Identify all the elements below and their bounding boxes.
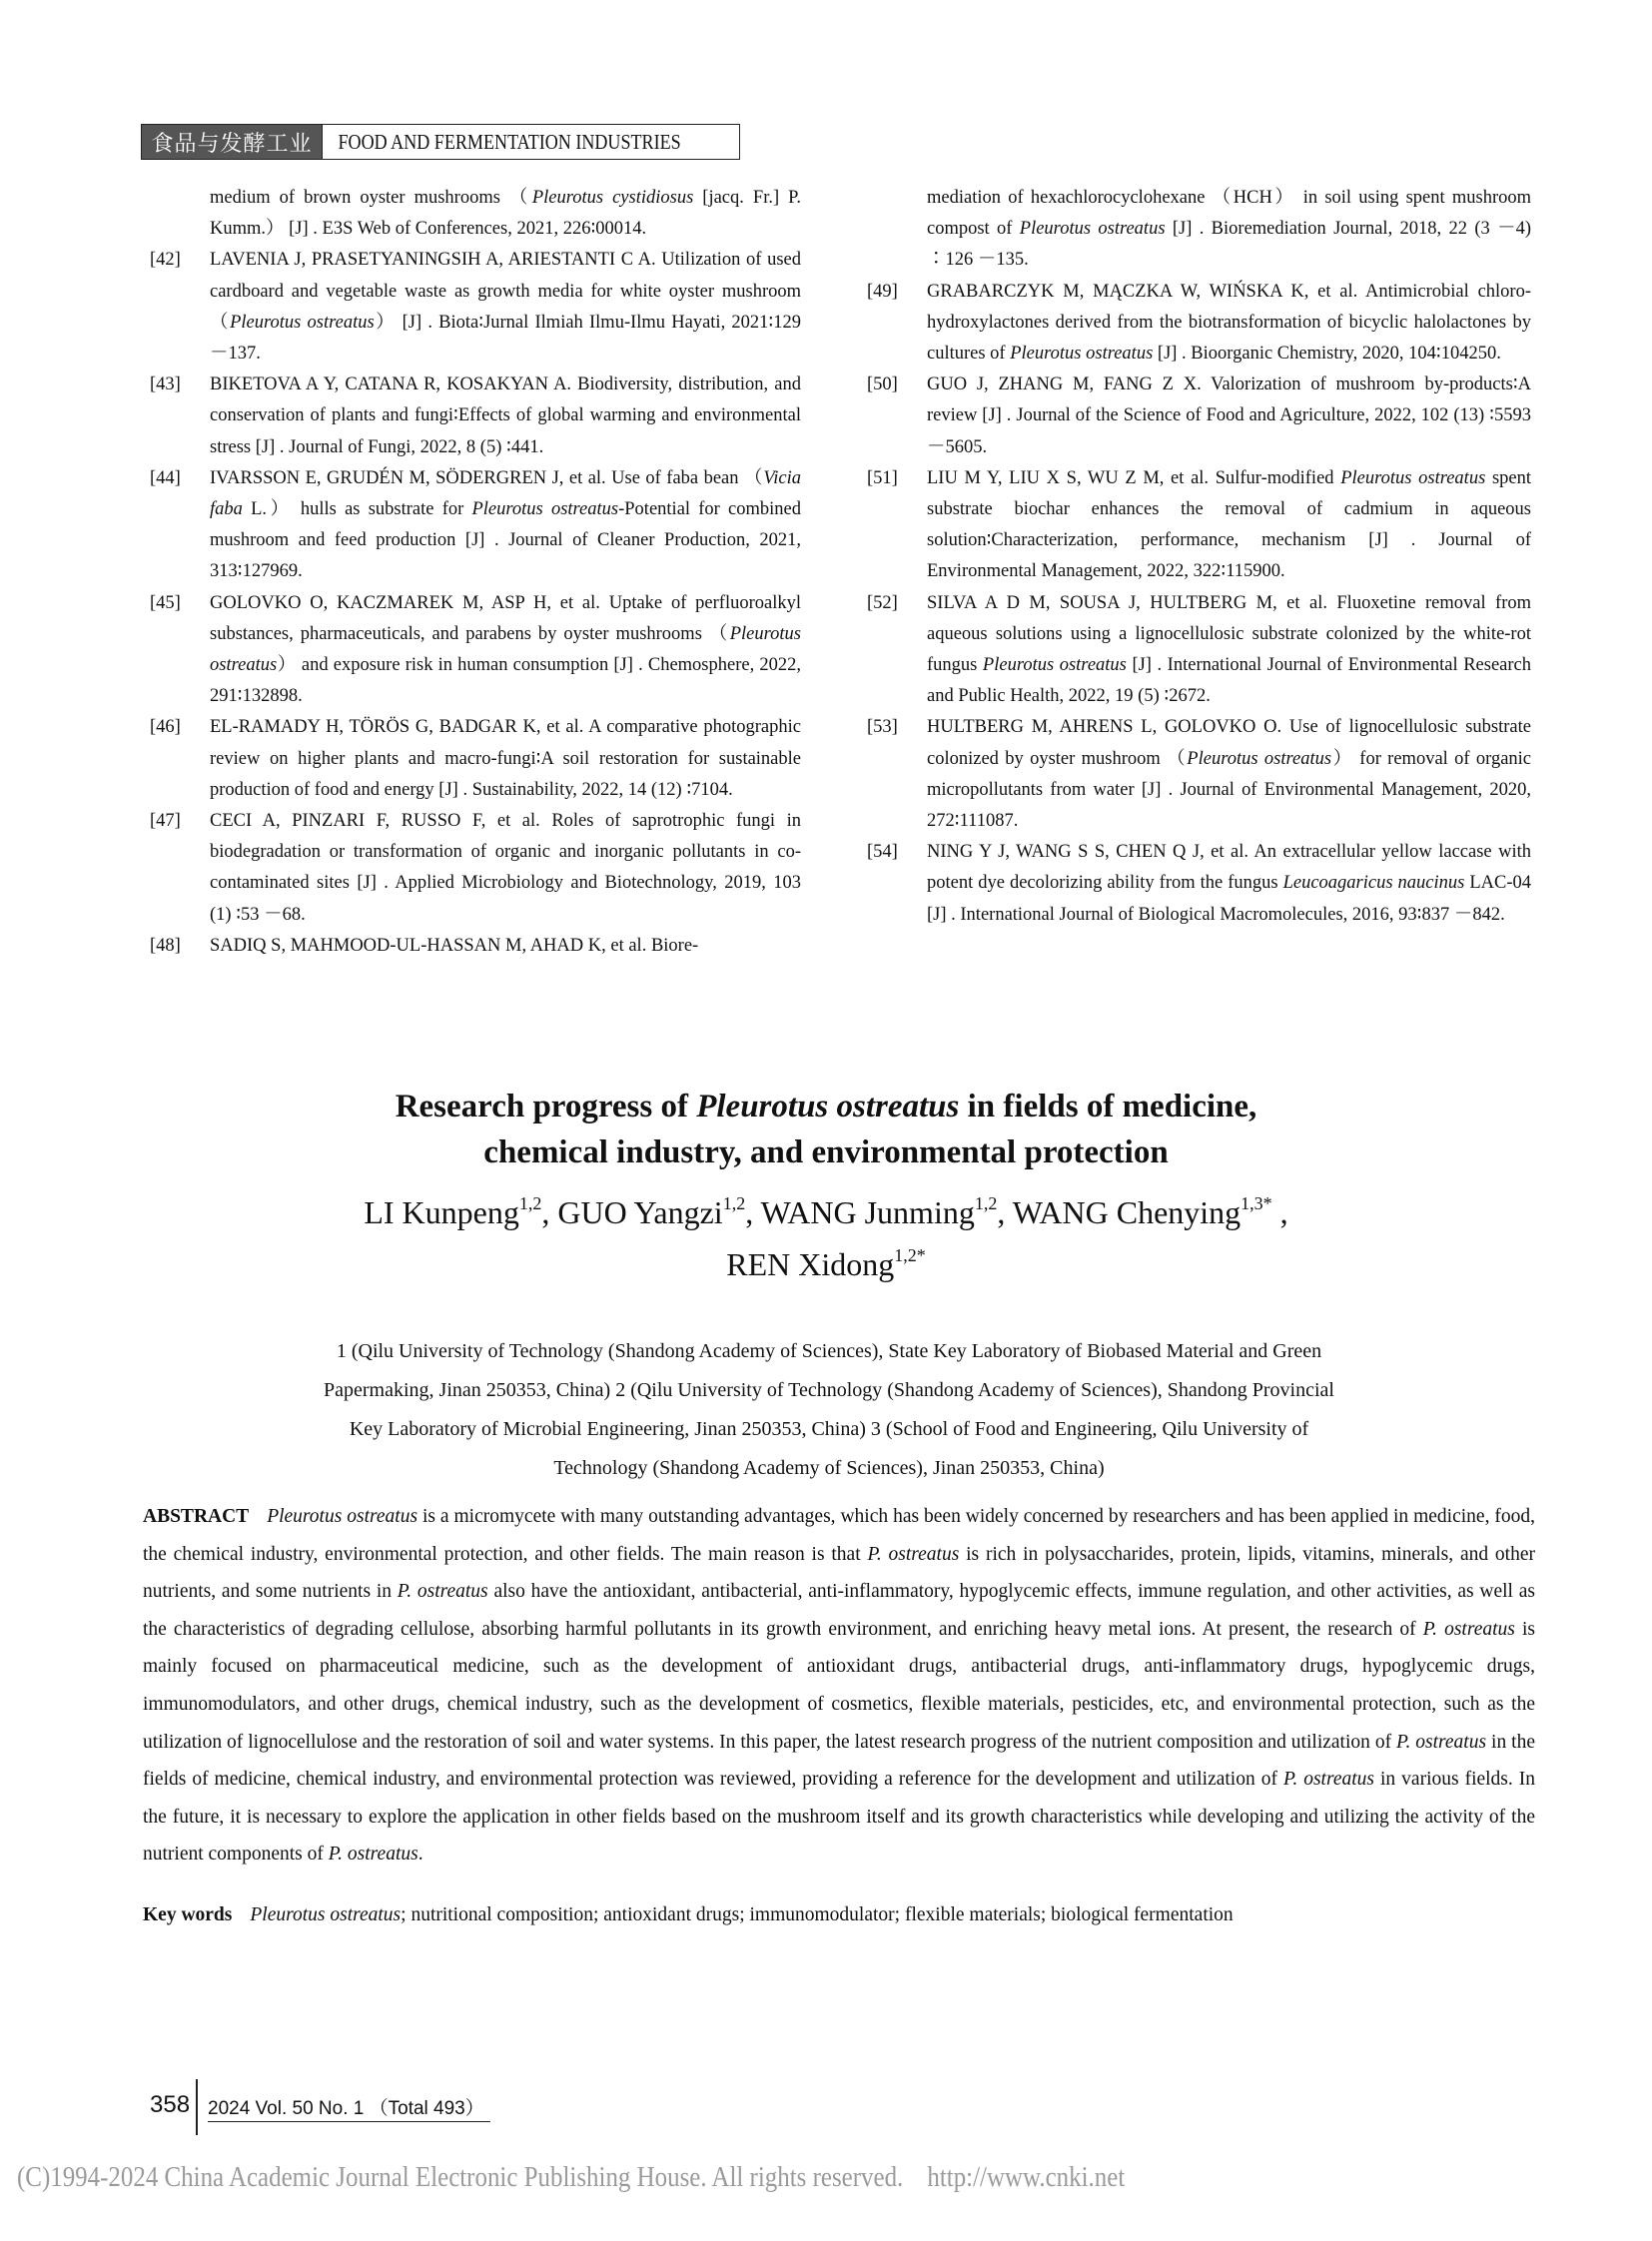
title-line-2: chemical industry, and environmental protection: [483, 1134, 1169, 1170]
text-run: is mainly focused on pharmaceutical medicine, such as the development of antioxidant drugs, antibacterial drugs, anti-inflammatory drugs, hypoglycemic drugs, immunomodulators, and other drugs, chemical industry, such as the development of cosmetics, flexible materials, pesticides, etc, and environmental protection, such as the utilization of lignocellulose and the restoration of soil and water systems. In this paper, the latest research progress of the nutrient composition and utilization of: [143, 1618, 1535, 1753]
reference-item: [867, 277, 1531, 371]
text-run: mediation of hexachlorocyclohexane （HCH） in soil using spent mushroom compost of: [927, 188, 1531, 240]
text-run: SILVA A D M, SOUSA J, HULTBERG M, et al. Fluoxetine removal from aqueous solutions using a lignocellulosic substrate colonized by the white-rot fungus: [927, 592, 1531, 676]
reference-number: [53]: [867, 717, 898, 738]
reference-text: [210, 931, 801, 962]
article-title: [0, 1084, 1652, 1175]
author-separator: ,: [745, 1194, 761, 1230]
copyright-text: (C)1994-2024 China Academic Journal Electronic Publishing House. All rights reserved.: [17, 2161, 904, 2193]
keyword-separator: ;: [401, 1904, 412, 1925]
copyright-watermark: [17, 2161, 1125, 2194]
reference-text: [927, 588, 1531, 713]
reference-item: [867, 370, 1531, 463]
text-run: CECI A, PINZARI F, RUSSO F, et al. Roles of saprotrophic fungi in biodegradation or transformation of organic and inorganic pollutants in co-contaminated sites [J] . Applied Microbiology and Biotechnology, 2019, 103 (1) ∶53 －68.: [210, 811, 801, 925]
reference-text: [927, 463, 1531, 588]
text-run: L.） hulls as substrate for: [242, 499, 472, 520]
italic-text: P. ostreatus: [397, 1581, 488, 1603]
authors-line-2: [0, 1238, 1652, 1290]
italic-text: Pleurotus ostreatus: [1019, 219, 1166, 240]
reference-number: [49]: [867, 281, 898, 302]
italic-text: Pleurotus ostreatus: [267, 1506, 418, 1527]
italic-text: Pleurotus ostreatus: [1010, 344, 1154, 365]
keywords-label: Key words: [143, 1904, 233, 1925]
reference-number: [52]: [867, 592, 898, 613]
text-run: -Potential for combined mushroom and feed production [J] . Journal of Cleaner Production, 2021, 313∶127969.: [210, 499, 801, 582]
references-left-column: [150, 183, 801, 962]
reference-text: [927, 277, 1531, 371]
text-run: GUO J, ZHANG M, FANG Z X. Valorization of mushroom by-products∶A review [J] . Journal of the Science of Food and Agriculture, 2022, 102 (13) ∶5593 －5605.: [927, 374, 1531, 457]
references-right-column: [867, 183, 1531, 931]
text-run: ） [J] . Biota∶Jurnal Ilmiah Ilmu-Ilmu Hayati, 2021∶129 －137.: [210, 312, 801, 365]
reference-text: [210, 370, 801, 463]
text-run: medium of brown oyster mushrooms （: [210, 188, 532, 208]
text-run: HULTBERG M, AHRENS L, GOLOVKO O. Use of lignocellulosic substrate colonized by oyster mushroom （: [927, 717, 1531, 769]
reference-item: [150, 463, 801, 588]
text-run: .: [417, 1844, 423, 1866]
reference-text: [210, 806, 801, 931]
running-header: [141, 124, 740, 160]
text-run: ） for removal of organic micropollutants from water [J] . Journal of Environmental Management, 2020, 272∶111087.: [927, 748, 1532, 832]
text-run: EL-RAMADY H, TÖRÖS G, BADGAR K, et al. A comparative photographic review on higher plants and macro-fungi∶A soil restoration for sustainable production of food and energy [J] . Sustainability, 2022, 14 (12) ∶7104.: [210, 717, 801, 800]
italic-text: P. ostreatus: [1422, 1618, 1515, 1640]
italic-text: Pleurotus cystidiosus: [531, 188, 694, 208]
reference-number: [51]: [867, 467, 898, 488]
text-run: is a micromycete with many outstanding advantages, which has been widely concerned by researchers and has been applied in medicine, food, the chemical industry, environmental protection, and other fields. The main reason is that: [143, 1506, 1535, 1565]
text-run: [J] . Bioorganic Chemistry, 2020, 104∶104250.: [1153, 344, 1501, 365]
title-species-name: Pleurotus ostreatus: [696, 1089, 960, 1124]
author-affiliation-mark: 1,2: [974, 1193, 998, 1213]
author-name: LI Kunpeng: [364, 1194, 519, 1230]
reference-item: [150, 712, 801, 806]
affiliation-line: Technology (Shandong Academy of Sciences), Jinan 250353, China): [553, 1457, 1105, 1479]
reference-number: [50]: [867, 374, 898, 395]
reference-text: [210, 712, 801, 806]
text-run: in the fields of medicine, chemical industry, and environmental protection was reviewed, providing a reference for the development and utilization of: [143, 1731, 1535, 1791]
italic-text: P. ostreatus: [328, 1844, 418, 1866]
abstract-label: ABSTRACT: [143, 1506, 250, 1527]
text-run: NING Y J, WANG S S, CHEN Q J, et al. An extracellular yellow laccase with potent dye decolorizing ability from the fungus: [927, 842, 1531, 894]
reference-item: [150, 588, 801, 713]
keyword-separator: ;: [739, 1904, 750, 1925]
italic-text: Pleurotus ostreatus: [982, 655, 1127, 676]
text-run: [J] . Bioremediation Journal, 2018, 22 (3 －4) ∶126 －135.: [927, 219, 1531, 271]
italic-text: Leucoagaricus naucinus: [1282, 873, 1465, 894]
italic-text: Pleurotus ostreatus: [1187, 748, 1332, 769]
text-run: also have the antioxidant, antibacterial, anti-inflammatory, hypoglycemic effects, immune regulation, and other activities, as well as the characteristics of degrading cellulose, absorbing harmful pollutants in its growth environment, and enriching heavy metal ions. At present, the research of: [143, 1581, 1536, 1640]
keyword: flexible materials: [904, 1904, 1041, 1925]
keyword: immunomodulator: [749, 1904, 895, 1925]
reference-text: [210, 463, 801, 588]
author-separator: ,: [541, 1194, 558, 1230]
keyword: biological fermentation: [1051, 1904, 1234, 1925]
abstract-body: [143, 1506, 1535, 1865]
text-run: [J] . International Journal of Environmental Research and Public Health, 2022, 19 (5) ∶2672.: [927, 655, 1531, 707]
affiliations: [190, 1332, 1468, 1488]
keyword-separator: ;: [894, 1904, 905, 1925]
text-run: [jacq. Fr.] P. Kumm.） [J] . E3S Web of Conferences, 2021, 226∶00014.: [210, 188, 801, 240]
text-run: spent substrate biochar enhances the removal of cadmium in aqueous solution∶Characterization, performance, mechanism [J] . Journal of Environmental Management, 2022, 322∶115900.: [927, 467, 1531, 582]
reference-text: [210, 588, 801, 713]
reference-item: [150, 183, 801, 245]
reference-item: [867, 588, 1531, 713]
journal-name-en: FOOD AND FERMENTATION INDUSTRIES: [338, 129, 681, 154]
reference-text: [927, 183, 1531, 277]
italic-text: Pleurotus ostreatus: [230, 312, 375, 333]
italic-text: P. ostreatus: [1396, 1731, 1487, 1753]
reference-number: [45]: [150, 592, 181, 613]
italic-text: Vicia faba: [210, 467, 801, 520]
text-run: is rich in polysaccharides, protein, lipids, vitamins, minerals, and other nutrients, and some nutrients in: [143, 1543, 1535, 1603]
keywords-list: [250, 1904, 1233, 1925]
reference-number: [48]: [150, 935, 181, 956]
reference-item: [150, 806, 801, 931]
reference-text: [210, 183, 801, 245]
author-affiliation-mark: 1,2*: [894, 1245, 926, 1265]
author-affiliation-mark: 1,2: [722, 1193, 746, 1213]
text-run: ） and exposure risk in human consumption [J] . Chemosphere, 2022, 291∶132898.: [210, 655, 801, 707]
text-run: IVARSSON E, GRUDÉN M, SÖDERGREN J, et al. Use of faba bean （: [210, 467, 764, 488]
italic-text: Pleurotus ostreatus: [1340, 467, 1486, 488]
reference-item: [867, 183, 1531, 277]
keyword-separator: ;: [1040, 1904, 1052, 1925]
reference-number: [43]: [150, 374, 181, 395]
reference-text: [927, 712, 1531, 837]
reference-text: [210, 245, 801, 370]
keyword: nutritional composition: [411, 1904, 593, 1925]
text-run: LAVENIA J, PRASETYANINGSIH A, ARIESTANTI C A. Utilization of used cardboard and vegetable waste as growth media for white oyster mushroom （: [210, 250, 801, 333]
italic-text: P. ostreatus: [1282, 1769, 1375, 1791]
reference-text: [927, 837, 1531, 931]
reference-number: [54]: [867, 842, 898, 863]
reference-item: [867, 837, 1531, 931]
author-separator: ,: [1271, 1194, 1288, 1230]
footer-divider: [196, 2079, 198, 2135]
reference-number: [46]: [150, 717, 181, 738]
reference-number: [44]: [150, 467, 181, 488]
reference-item: [150, 370, 801, 463]
author-name: WANG Chenying: [1012, 1194, 1241, 1230]
reference-text: [927, 370, 1531, 463]
affiliation-line: Papermaking, Jinan 250353, China) 2 (Qilu University of Technology (Shandong Academy of Sciences), Shandong Provincial: [324, 1379, 1334, 1401]
text-run: GOLOVKO O, KACZMAREK M, ASP H, et al. Uptake of perfluoroalkyl substances, pharmaceuticals, and parabens by oyster mushrooms （: [210, 592, 801, 644]
reference-number: [42]: [150, 250, 181, 271]
keyword-separator: ;: [592, 1904, 604, 1925]
italic-text: Pleurotus ostreatus: [210, 623, 801, 676]
text-run: in various fields. In the future, it is necessary to explore the application in other fields based on the mushroom itself and its growth characteristics while developing and utilizing the activity of the nutrient components of: [143, 1769, 1536, 1866]
reference-item: [150, 931, 801, 962]
keyword: Pleurotus ostreatus: [250, 1904, 402, 1925]
affiliation-line: 1 (Qilu University of Technology (Shandong Academy of Sciences), State Key Laboratory of Biobased Material and Green: [336, 1340, 1322, 1362]
keyword: antioxidant drugs: [603, 1904, 740, 1925]
author-name: REN Xidong: [726, 1246, 895, 1282]
text-run: BIKETOVA A Y, CATANA R, KOSAKYAN A. Biodiversity, distribution, and conservation of plants and fungi∶Effects of global warming and environmental stress [J] . Journal of Fungi, 2022, 8 (5) ∶441.: [210, 374, 801, 457]
author-name: WANG Junming: [760, 1194, 975, 1230]
reference-item: [867, 463, 1531, 588]
abstract: [143, 1498, 1535, 1873]
text-run: LAC-04 [J] . International Journal of Biological Macromolecules, 2016, 93∶837 －842.: [927, 873, 1531, 925]
keywords: [143, 1896, 1535, 1933]
author-list: [0, 1186, 1652, 1290]
author-name: GUO Yangzi: [557, 1194, 723, 1230]
italic-text: Pleurotus ostreatus: [471, 499, 619, 520]
text-run: GRABARCZYK M, MĄCZKA W, WIŃSKA K, et al. Antimicrobial chloro-hydroxylactones derived from the biotransformation of bicyclic halolactones by cultures of: [927, 281, 1531, 365]
reference-item: [150, 245, 801, 370]
cnki-link[interactable]: http://www.cnki.net: [927, 2161, 1126, 2193]
reference-number: [47]: [150, 811, 181, 832]
text-run: LIU M Y, LIU X S, WU Z M, et al. Sulfur-modified: [927, 467, 1341, 488]
text-run: SADIQ S, MAHMOOD-UL-HASSAN M, AHAD K, et al. Biore-: [210, 935, 699, 956]
page-number: 358: [150, 2091, 191, 2118]
author-affiliation-mark: 1,3*: [1240, 1193, 1272, 1213]
author-affiliation-mark: 1,2: [518, 1193, 542, 1213]
journal-name-cn: 食品与发酵工业: [142, 125, 323, 159]
affiliation-line: Key Laboratory of Microbial Engineering, Jinan 250353, China) 3 (School of Food and Engineering, Qilu University of: [349, 1418, 1309, 1440]
issue-info: 2024 Vol. 50 No. 1 （Total 493）: [208, 2093, 490, 2122]
title-line-1: Research progress of Pleurotus ostreatus in fields of medicine,: [395, 1089, 1257, 1124]
italic-text: P. ostreatus: [867, 1543, 960, 1565]
authors-line-1: [0, 1186, 1652, 1238]
reference-item: [867, 712, 1531, 837]
author-separator: ,: [997, 1194, 1013, 1230]
